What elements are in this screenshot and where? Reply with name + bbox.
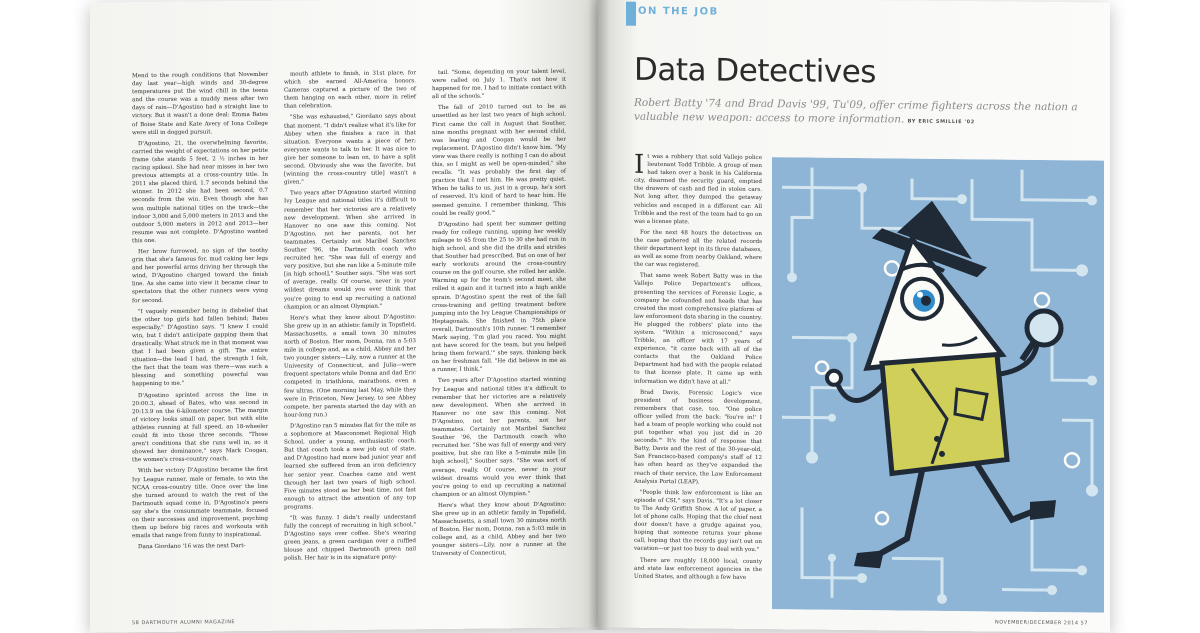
- drop-cap: I: [634, 149, 645, 180]
- left-column-2-paragraph: "It was funny. I didn't really understand fully the concept of recruiting in high school," D'Agostino says over coffee. She's wearing green jeans, a green cardigan over a ruffled blouse and chipped Dartmouth green nail polish. Her hair is in its signature pony-: [284, 514, 416, 563]
- detective-illustration: [772, 157, 1104, 612]
- right-body-column: [634, 149, 762, 585]
- right-folio: NOVEMBER/DECEMBER 2014 57: [994, 619, 1088, 627]
- section-label: ON THE JOB: [638, 5, 719, 18]
- left-column-1-paragraph: D'Agostino sprinted across the line in 20:00.3, ahead of Bates, who was second in 20:13.9 on the 6-kilometer course. The margin of victory looks small on paper, but with elite athletes running at full speed, an 18-wheeler could fit into those three seconds. "Those aren't conditions that she runs well in, so it showed her dominance," says Mark Coogan, the women's cross-country coach.: [132, 391, 268, 464]
- right-body-paragraph: "People think law enforcement is like an episode of CSI," says Davis. "It's a lot closer to The Andy Griffith Show. A lot of paper, a lot of phone calls. Hoping that the chief next door doesn't have a grudge against you, hoping that someone returns your phone call, hoping that the records guy isn't out on vacation—or just too busy to deal with you.": [634, 489, 762, 554]
- left-column-3-paragraph: Here's what they know about D'Agostino: She grew up in an athletic family in Topsfield, Massachusetts, a small town 30 minutes north of Boston. Her mom, Donna, ran a 5:03 mile in college and, as a child, Abbey and her two younger sisters—Lily, now a runner at the University of Connecticut,: [432, 501, 566, 558]
- right-body-paragraph: Brad Davis, Forensic Logic's vice president of business development, remembers that case, too. "One police officer yelled from the back: 'You're in!' I had a team of people working who could not put together what you just did in 20 seconds.'" It's the kind of response that Batty, Davis and the rest of the 30-year-old, San Francisco-based company's staff of 12 has often heard as they've expanded the reach of their service, the Law Enforcement Analysis Portal (LEAP).: [634, 389, 762, 486]
- left-column-2-paragraph: D'Agostino ran 5 minutes flat for the mile as a sophomore at Masconomet Regional High School, under a young, enthusiastic coach. But that coach took a new job out of state, and D'Agostino had more bad junior year and learned she suffered from an iron deficiency her senior year. Coaches came and went through her last two years of high school. Five minutes stood as her best time, not fast enough to attract the attention of any top programs.: [284, 422, 416, 511]
- dek-text: Robert Batty '74 and Brad Davis '99, Tu'09, offer crime fighters across the nation a valuable new weapon: access to more information.: [634, 96, 1078, 126]
- left-column-2: [284, 69, 416, 566]
- book-gutter: [588, 0, 610, 630]
- right-body-paragraph-text: t was a robbery that sold Vallejo police lieutenant Todd Tribble. A group of men had taken over a bank in his California city, disarmed the security guard, emptied the drawers of cash and fled in stolen cars. Not long after, they dumped the getaway vehicles and escaped in a different car. All Tribble and the rest of the team had to go on was a license plate.: [634, 153, 762, 226]
- left-column-2-paragraph: Here's what they know about D'Agostino: She grew up in an athletic family in Topsfield, Massachusetts, a small town 30 minutes north of Boston. Her mom, Donna, ran a 5:03 mile in college and, as a child, Abbey and her two younger sisters—Lily, now a runner at the University of Connecticut, and Julia—were frequent spectators while Donna and dad Eric competed in triathlons, marathons, even a few ultras. (One morning last May, while they were in Princeton, New Jersey, to see Abbey compete, her parents started the day with an hour-long run.): [284, 313, 416, 419]
- right-page: [598, 0, 1110, 633]
- left-column-2-paragraph: mouth athlete to finish, in 31st place, for which she earned All-America honors. Cameras captured a picture of the two of them hanging on each other, more in relief than celebration.: [284, 70, 416, 111]
- left-column-1-paragraph: D'Agostino, 21, the overwhelming favorite, carried the weight of expectations on her petite frame (she stands 5 feet, 2 ½ inches in her racing spikes). She had near misses in her two previous attempts at a cross-country title. In 2011 she placed third, 1.7 seconds behind the winner. In 2012 she had been second, 0.7 seconds from the win. Even though she has won multiple national titles on the track—the indoor 3,000 and 5,000 meters in 2013 and the outdoor 5,000 meters in 2012 and 2013—her resume was not complete. D'Agostino wanted this one.: [132, 139, 268, 245]
- left-folio: 58 DARTMOUTH ALUMNI MAGAZINE: [132, 619, 236, 627]
- left-column-2-paragraph: "She was exhausted," Giordano says about that moment. "I didn't realize what it's like for Abbey when she finishes a race in that situation. Everyone wants a piece of her; everyone wants to talk to her. It was nice to give her someone to lean on, to have a split second. Obviously she was the favorite, but [winning the cross-country title] wasn't a given.": [284, 113, 416, 186]
- left-column-1-paragraph: Dana Giordano '16 was the next Dart-: [138, 543, 246, 551]
- left-column-1-paragraph: Her brow furrowed, no sign of the toothy grin that she's famous for, mud caking her legs and her powerful arms driving her through the wind, D'Agostino charged toward the finish line. As she came into view it became clear to spectators that the other runners were vying for second.: [132, 247, 268, 304]
- left-column-3: [432, 68, 566, 562]
- left-page: [90, 0, 598, 633]
- byline: BY ERIC SMILLIE '02: [907, 118, 975, 126]
- left-column-3-paragraph: tail. "Some, depending on your talent level, were called on July 1. That's not how it happened for me. I had to initiate contact with all of the schools.": [432, 68, 566, 101]
- right-body-paragraph: There are roughly 18,000 local, county and state law enforcement agencies in the United States, and although a few have: [634, 557, 762, 581]
- right-body-paragraph: For the next 48 hours the detectives on the case gathered all the related records their department kept in its three databases, as well as some from nearby Oakland, where the car was registered.: [634, 229, 762, 269]
- section-marker: [626, 2, 636, 26]
- left-column-1-paragraph: With her victory D'Agostino became the first Ivy League runner, male or female, to win the NCAA cross-country title. Once over the line she turned around to watch the rest of the Dartmouth squad come in, D'Agostino's peers say she's the consummate teammate, focused on their successes and improvement, psyching them up before big races and workouts with emails that range from funny to inspirational.: [132, 467, 268, 540]
- article-dek: [634, 96, 1094, 131]
- article-headline: Data Detectives: [634, 51, 876, 91]
- right-body-paragraph: That same week Robert Batty was in the Vallejo Police Department's offices, presenting the services of Forensic Logic, a company he cofounded and heads that has created the most comprehensive platform of law enforcement data sharing in the country. He plugged the robbers' plate into the system. "Within a microsecond," says Tribble, an officer with 17 years of experience, "it came back with all of the contacts that the Oakland Police Department had had with the people related to that license plate. It came up with information we didn't have at all.": [634, 273, 762, 386]
- left-column-1-paragraph: "I vaguely remember being in disbelief that the other top girls had fallen behind; Bates especially," D'Agostino says. "I knew I could win, but I didn't anticipate gapping them that drastically. What struck me in that moment was that I had been given a gift. The entire situation—the lead I had, the strength I felt, the fact that the team was there—was such a blessing and something powerful was happening to me.": [132, 307, 268, 388]
- left-column-2-paragraph: Two years after D'Agostino started winning Ivy League and national titles it's difficult to remember that her victories are a relatively new development. When she arrived in Hanover no one saw this coming. Not D'Agostino, not her parents, not her teammates. Certainly not Maribel Sanchez Souther '96, the Dartmouth coach who recruited her. "She was full of energy and very positive, but she ran like a 5-minute mile [in high school]," Souther says. "She was sort of average, really. Of course, never in your wildest dreams would you ever think that you're going to end up recruiting a national champion or an almost Olympian.": [284, 189, 416, 311]
- magnifying-glass-icon: [1027, 311, 1061, 345]
- left-column-1-paragraph: Mend to the rough conditions that November day last year—high winds and 30-degree temperatures put the wind chill in the teens and the course was a muddy mess after two days of rain—D'Agostino had a straight line to victory. But it wasn't a done deal: Emma Bates of Boise State and Kate Avery of Iona College were still in dogged pursuit.: [132, 71, 268, 136]
- left-column-3-paragraph: Two years after D'Agostino started winning Ivy League and national titles it's difficult to remember that her victories are a relatively new development. When she arrived in Hanover no one saw this coming. Not D'Agostino, not her parents, not her teammates. Certainly not Maribel Sanchez Souther '96, the Dartmouth coach who recruited her. "She was full of energy and very positive, but she ran like a 5-minute mile [in high school]," Souther says. "She was sort of average, really. Of course, never in your wildest dreams would you ever think that you're going to end up recruiting a national champion or an almost Olympian.": [432, 377, 566, 498]
- left-column-1: [132, 71, 268, 555]
- left-column-3-paragraph: The fall of 2010 turned out to be as unsettled as her last two years of high school. First came the call in August that Souther, nine months pregnant with her second child, was leaving and Coogan would be her replacement. D'Agostino didn't know him. "My view was there really is nothing I can do about this, so I might as well be open-minded," she recalls. "It was probably the first day of practice that I met him. He was pretty quiet. When he talks to us, just in a group, he's sort of reserved. It's kind of hard to hear him. He seemed genuine. I remember thinking, 'This could be really good.'": [432, 104, 566, 217]
- left-column-3-paragraph: D'Agostino had spent her summer getting ready for college running, upping her weekly mileage to 45 from the 25 to 30 she had run in high school, and she did the drills and strides that Souther had prescribed. But on one of her early workouts around the cross-country course on the golf course, she rolled her ankle. Warming up for the team's second meet, she rolled it again and it turned into a high ankle sprain. D'Agostino spent the rest of the fall cross-training and getting treatment before jumping into the Ivy League Championships or Heptagonals. She finished in 75th place overall, Dartmouth's 10th runner. "I remember Mark saying, 'I'm glad you raced. You might not have scored for the team, but you helped bring them forward,'" she says, thinking back on her freshman fall. "He did believe in me as a runner, I think.": [432, 220, 566, 374]
- right-body-paragraph: [634, 149, 762, 227]
